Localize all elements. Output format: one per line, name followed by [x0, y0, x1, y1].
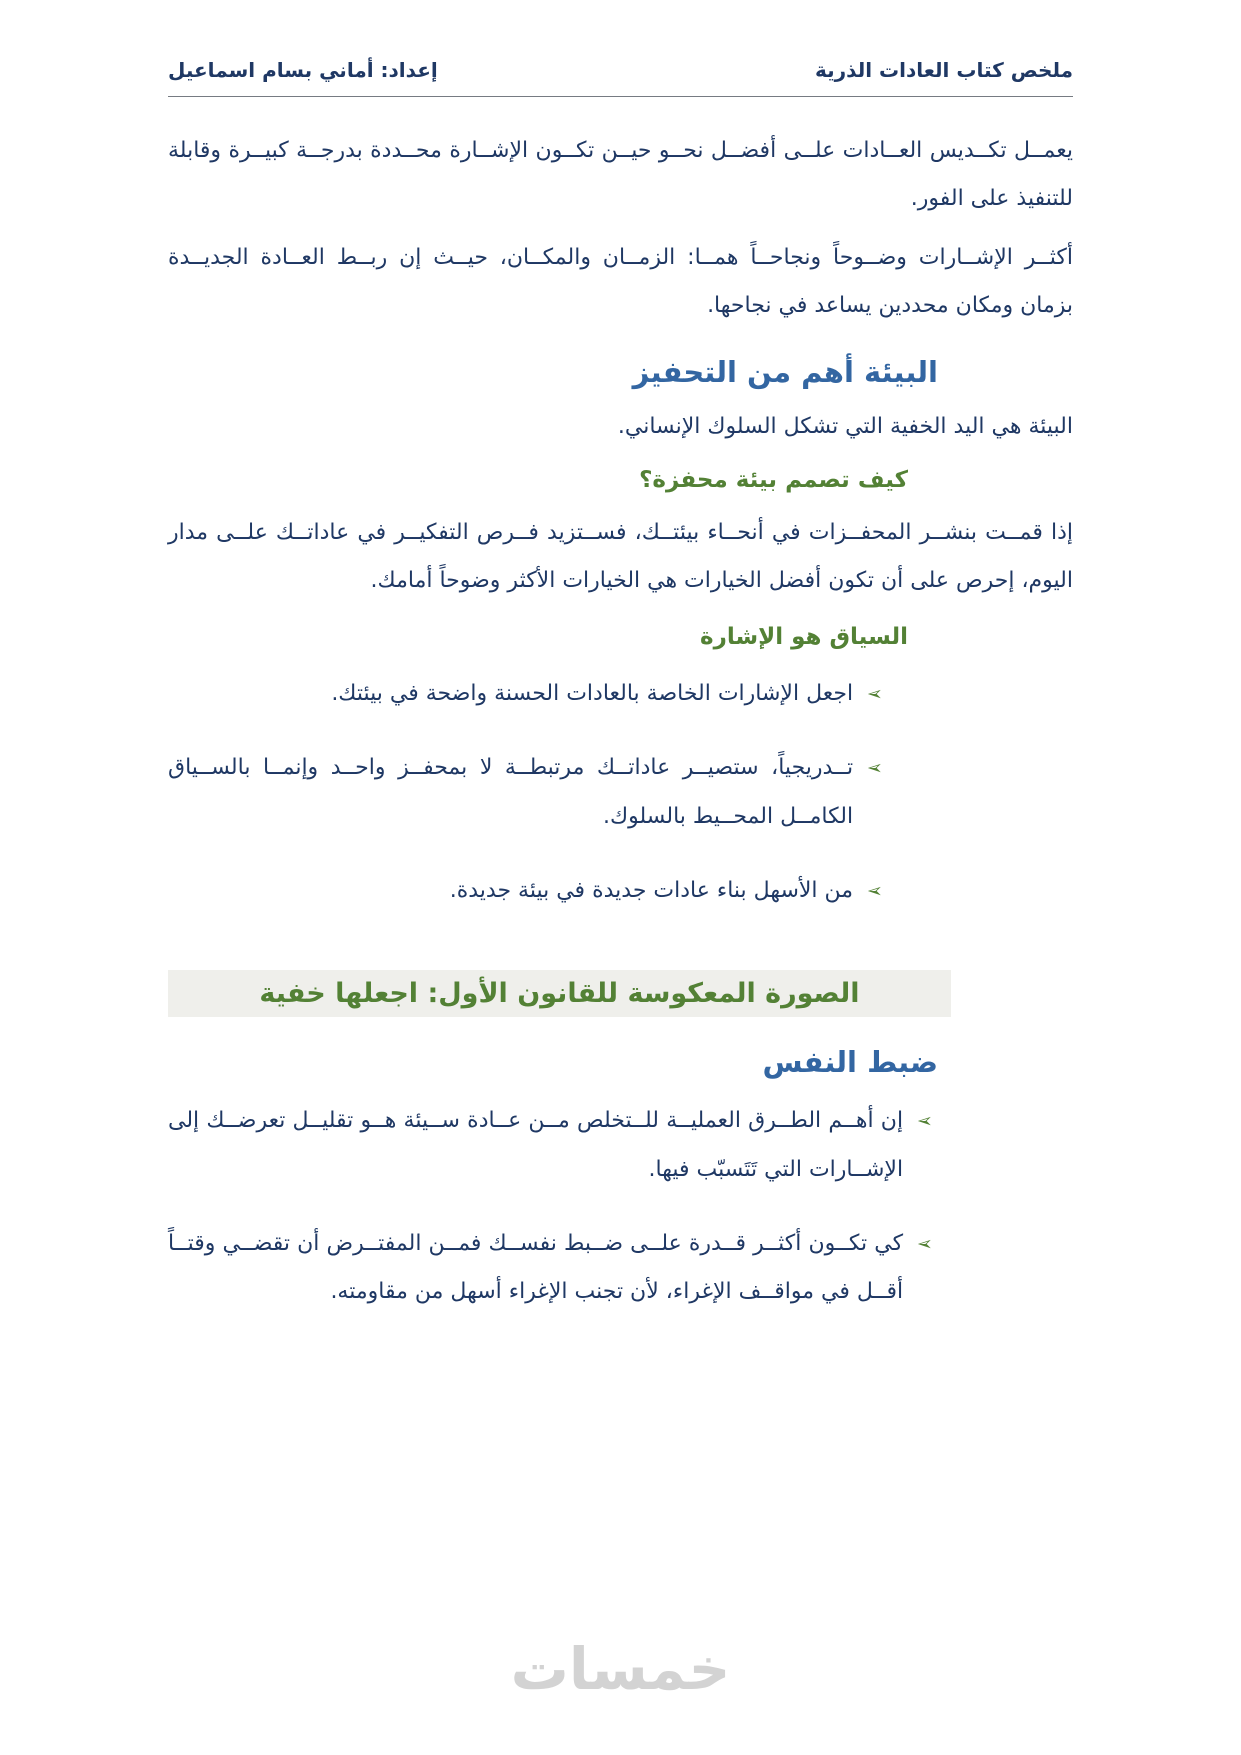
paragraph-invisible-hand: البيئة هي اليد الخفية التي تشكل السلوك الإنساني. — [617, 413, 1073, 439]
page-header — [168, 58, 1073, 97]
arrow-bullet-icon: ➢ — [917, 1110, 933, 1133]
inversion-banner-text: الصورة المعكوسة للقانون الأول: اجعلها خفية — [259, 978, 860, 1010]
khamsat-watermark: خمسات — [510, 1635, 731, 1703]
paragraph-habit-stacking: يعمــل تكــديس العــادات علــى أفضــل نحــو حيــن تكــون الإشــارة محــددة بدرجــة كبيــرة وقابلة للتنفيذ على الفور. — [168, 138, 1073, 212]
bullet-text: تــدريجياً، ستصيــر عاداتــك مرتبطــة لا بمحفــز واحــد وإنمــا بالســياق الكامــل المحــيط بالسلوك. — [168, 755, 854, 829]
bullet-text: من الأسهل بناء عادات جديدة في بيئة جديدة. — [449, 877, 854, 903]
inversion-banner — [168, 970, 951, 1017]
book-title: ملخص كتاب العادات الذرية — [815, 58, 1073, 82]
subheading-design-environment: كيف تصمم بيئة محفزة؟ — [639, 466, 908, 493]
heading-self-control: ضبط النفس — [762, 1045, 938, 1080]
arrow-bullet-icon: ➢ — [867, 757, 883, 780]
list-item — [168, 1097, 933, 1194]
bullet-text: إن أهــم الطــرق العمليــة للــتخلص مــن عــادة ســيئة هــو تقليــل تعرضــك إلى الإشــارات التي تَتَسبّب فيها. — [168, 1108, 904, 1182]
list-item — [168, 744, 883, 841]
subheading-context-is-cue: السياق هو الإشارة — [700, 623, 908, 650]
arrow-bullet-icon: ➢ — [917, 1233, 933, 1256]
list-item — [168, 1220, 933, 1317]
document-body — [168, 0, 1073, 1317]
list-item — [168, 867, 883, 915]
arrow-bullet-icon: ➢ — [867, 682, 883, 705]
prepared-by: إعداد: أماني بسام اسماعيل — [168, 58, 438, 82]
bullet-text: اجعل الإشارات الخاصة بالعادات الحسنة واضحة في بيئتك. — [331, 680, 854, 706]
context-bullet-list — [168, 670, 883, 916]
bullet-text: كي تكــون أكثــر قــدرة علــى ضــبط نفســك فمــن المفتــرض أن تقضــي وقتــاً أقــل في مواقــف الإغراء، لأن تجنب الإغراء أسهل من مقاومته. — [168, 1231, 904, 1305]
heading-environment: البيئة أهم من التحفيز — [632, 354, 938, 389]
arrow-bullet-icon: ➢ — [867, 879, 883, 902]
paragraph-time-place: أكثــر الإشــارات وضــوحاً ونجاحــاً همــا: الزمــان والمكــان، حيــث إن ربــط العــادة الجديــدة بزمان ومكان محددين يساعد في نجاحها. — [168, 244, 1073, 319]
paragraph-spread-cues: إذا قمــت بنشــر المحفــزات في أنحــاء بيئتــك، فســتزيد فــرص التفكيــر في عاداتــك علــى مدار اليوم، إحرص على أن تكون أفضل الخيارات هي الخيارات الأكثر وضوحاً أمامك. — [168, 519, 1073, 594]
list-item — [168, 670, 883, 718]
self-control-bullet-list — [168, 1097, 933, 1317]
